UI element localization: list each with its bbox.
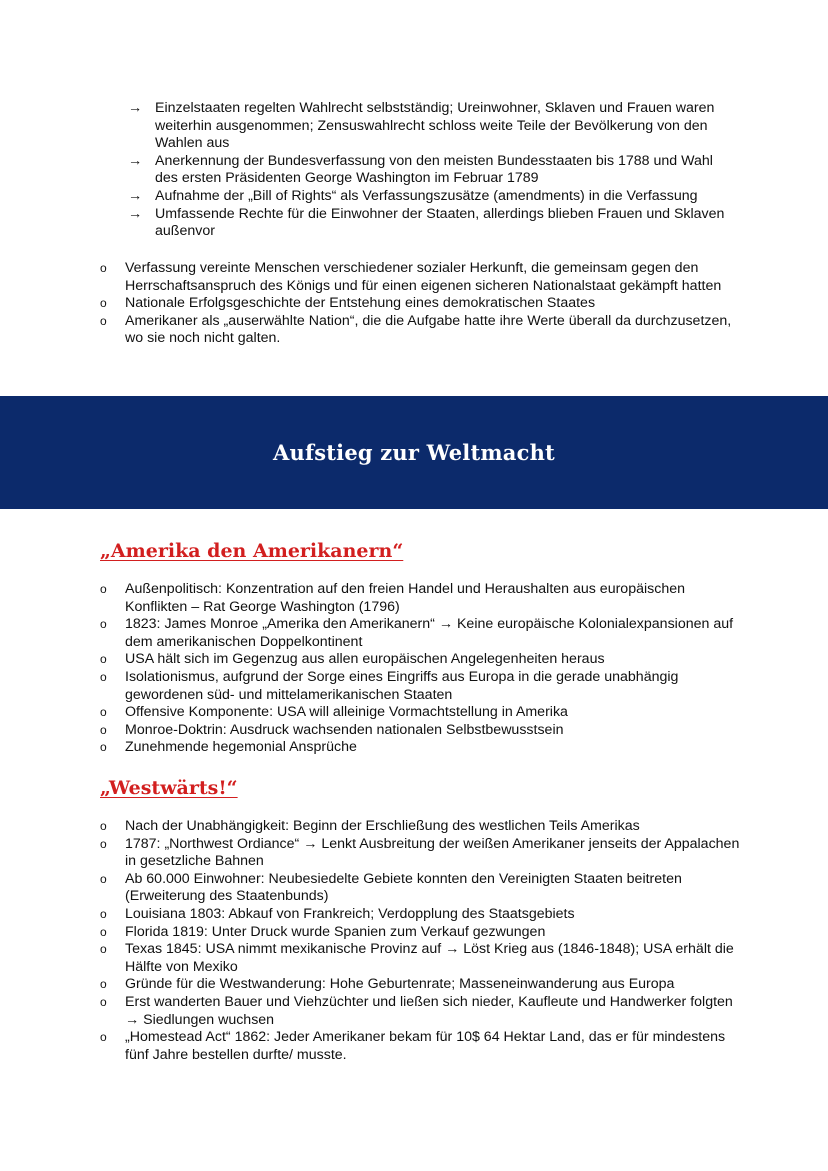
arrow-icon: → [128,187,143,204]
list-item: o Verfassung vereinte Menschen verschiedener sozialer Herkunft, die gemeinsam gegen den Herrschaftsanspruch des Königs und für einen eigenen sicheren Nationalstaat gekämpft hatten [100,260,722,294]
list-item: o Erst wanderten Bauer und Viehzüchter und ließen sich nieder, Kaufleute und Handwerker folgten → Siedlungen wuchsen [100,993,733,1028]
circle-bullet-icon: o [100,924,107,939]
circle-bullet-icon: o [100,582,107,596]
arrow-list-top [128,100,738,241]
circle-bullet-icon: o [100,1030,107,1045]
circle-bullet-icon: o [100,705,107,720]
bullet-list-amerika [100,581,740,757]
circle-bullet-icon: o [100,871,107,886]
list-item: o 1787: „Northwest Ordiance“ → Lenkt Ausbreitung der weißen Amerikaner jenseits der Appalachen in gesetzliche Bahnen [100,835,740,870]
circle-bullet-icon: o [100,617,107,632]
heading-amerika: „Amerika den Amerikanern“ [100,540,404,562]
circle-bullet-icon: o [100,942,107,957]
arrow-icon: → [128,205,143,222]
arrow-list-item: → Anerkennung der Bundesverfassung von den meisten Bundesstaaten bis 1788 und Wahl des ersten Präsidenten George Washington im Februar 1789 [128,152,713,187]
arrow-list-item: → Aufnahme der „Bill of Rights“ als Verfassungszusätze (amendments) in die Verfassung [128,187,698,204]
arrow-list-item: → Umfassende Rechte für die Einwohner der Staaten, allerdings blieben Frauen und Sklaven außenvor [128,205,725,240]
circle-bullet-icon: o [100,906,107,921]
banner-title: Aufstieg zur Weltmacht [273,440,555,465]
heading-westwaerts: „Westwärts!“ [100,777,238,799]
circle-bullet-icon: o [100,977,107,992]
circle-bullet-icon: o [100,669,107,684]
arrow-icon: → [128,152,143,169]
list-item: o Gründe für die Westwanderung: Hohe Geburtenrate; Masseneinwanderung aus Europa [100,976,675,993]
list-item: o Ab 60.000 Einwohner: Neubesiedelte Gebiete konnten den Vereinigten Staaten beitreten (Erweiterung des Staatenbunds) [100,870,682,905]
arrow-icon: → [128,100,143,116]
list-item: o Florida 1819: Unter Druck wurde Spanien zum Verkauf gezwungen [100,923,546,940]
list-item: o Louisiana 1803: Abkauf von Frankreich; Verdopplung des Staatsgebiets [100,905,575,922]
list-item: o 1823: James Monroe „Amerika den Amerikanern“ → Keine europäische Kolonialexpansionen auf dem amerikanischen Doppelkontinent [100,616,734,650]
circle-bullet-icon: o [100,819,107,833]
list-item: o Außenpolitisch: Konzentration auf den freien Handel und Heraushalten aus europäischen Konflikten – Rat George Washington (1796) [100,581,685,615]
circle-bullet-icon: o [100,296,107,311]
arrow-list-item: → Einzelstaaten regelten Wahlrecht selbstständig; Ureinwohner, Sklaven und Frauen waren weiterhin ausgenommen; Zensuswahlrecht schloss weite Teile der Bevölkerung von den Wahlen aus [128,100,715,152]
circle-bullet-icon: o [100,740,107,755]
list-item: o Nationale Erfolgsgeschichte der Entstehung eines demokratischen Staates [100,295,596,312]
circle-bullet-icon: o [100,261,107,275]
list-item: o Monroe-Doktrin: Ausdruck wachsenden nationalen Selbstbewusstsein [100,721,564,738]
list-item: o Nach der Unabhängigkeit: Beginn der Erschließung des westlichen Teils Amerikas [100,818,640,834]
bullet-list-top [100,260,740,348]
circle-bullet-icon: o [100,836,107,851]
circle-bullet-icon: o [100,722,107,737]
circle-bullet-icon: o [100,652,107,667]
list-item: o USA hält sich im Gegenzug aus allen europäischen Angelegenheiten heraus [100,651,605,668]
list-item: o Isolationismus, aufgrund der Sorge eines Eingriffs aus Europa in die gerade unabhängig gewordenen süd- und mittelamerikanischen Staaten [100,668,679,703]
list-item: o Zunehmende hegemonial Ansprüche [100,739,357,756]
list-item: o „Homestead Act“ 1862: Jeder Amerikaner bekam für 10$ 64 Hektar Land, das er für mindestens fünf Jahre bestellen durfte/ musste. [100,1029,726,1063]
bullet-list-westwaerts [100,818,740,1064]
list-item: o Texas 1845: USA nimmt mexikanische Provinz auf → Löst Krieg aus (1846-1848); USA erhält die Hälfte von Mexiko [100,941,734,975]
list-item: o Amerikaner als „auserwählte Nation“, die die Aufgabe hatte ihre Werte überall da durchzusetzen, wo sie noch nicht galten. [100,312,732,347]
section-banner [0,396,828,509]
circle-bullet-icon: o [100,994,107,1009]
circle-bullet-icon: o [100,313,107,328]
list-item: o Offensive Komponente: USA will alleinige Vormachtstellung in Amerika [100,704,568,721]
